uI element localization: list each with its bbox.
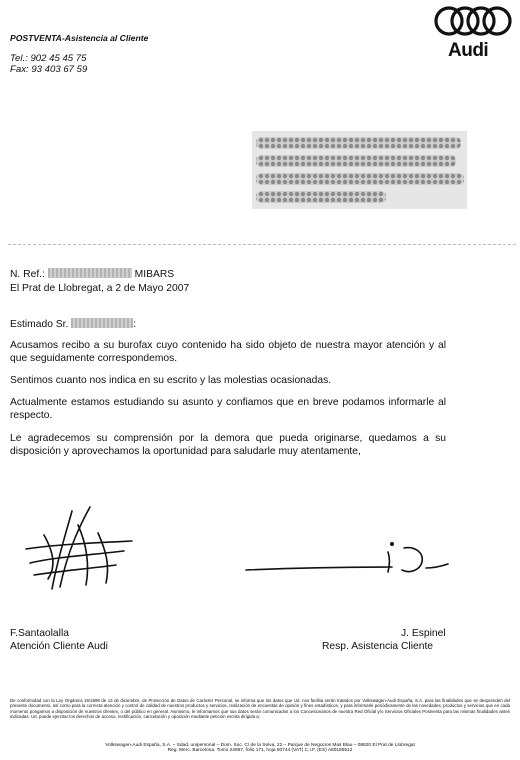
redacted-reference [48,268,132,278]
signer-right-name: J. Espinel [401,628,446,639]
company-info [10,743,510,754]
reference-code: MIBARS [134,269,175,280]
date-line: El Prat de Llobregat, a 2 de Mayo 2007 [10,283,190,294]
legal-notice: De conformidad con la Ley Orgánica 15/1999 de 13 de diciembre, de Protección de Datos de Carácter Personal, se informa que los datos que Ud. nos facilita serán tratados por Volkswagen-Audi España, S.A. para las finalidades que se desprenden del presente documento, así como para la correcta atención y control de calidad de nuestros productos y servicios, realización de encuestas de opinión y fines estadísticos, y para informarle periódicamente de las novedades, productos y servicios que en cada momento pongamos a disposición de nuestros clientes, o del público en general. Asimismo, le informamos que sus datos serán comunicados a los Concesionarios de nuestra Red Oficial y/o Servicios Oficiales Postventa para las mismas finalidades antes indicadas. Ud. puede ejercitar los derechos de acceso, rectificación, cancelación y oposición mediante petición escrita dirigida a: [10,698,510,720]
telephone-number: Tel.: 902 45 45 75 [10,53,87,64]
reference-line [10,268,174,281]
paragraph: Acusamos recibo a su burofax cuyo contenido ha sido objeto de nuestra mayor atención y al que seguidamente correspondemos. [10,340,446,364]
redacted-address-block [252,131,467,209]
signer-left-role: Atención Cliente Audi [10,641,108,652]
four-rings-icon [432,4,516,38]
paragraph: Le agradecemos su comprensión por la demora que pueda originarse, quedamos a su disposición y aprovechamos la oportunidad para saludarle muy atentamente, [10,433,446,457]
brand-name: Audi [448,40,489,61]
greeting-text: Estimado Sr. [10,319,69,330]
signature-left [20,505,138,595]
greeting [10,318,136,331]
signer-right-role: Resp. Asistencia Cliente [322,641,434,652]
company-line: Reg. Merc. Barcelona. Tomo 24687, folio 171, hoja 80744 (VAT) C.I.F. (ES) A80185512 [167,748,353,754]
signature-right [242,538,452,583]
paragraph: Actualmente estamos estudiando su asunto y confiamos que en breve podamos informarle al respecto. [10,397,446,421]
redacted-name [71,318,133,328]
department-name: POSTVENTA-Asistencia al Cliente [10,33,149,43]
fax-number: Fax: 93 403 67 59 [10,64,88,75]
signer-left-name: F.Santaolalla [10,628,69,639]
fold-mark [8,244,516,246]
greeting-colon: : [133,319,137,330]
company-line: Volkswagen-Audi España, S.A. – Sdad. unipersonal – Dom. Soc. C/ de la Selva, 22 – Parque de Negocios Mas Blau – 08820 El Prat de Llobregat [105,743,415,748]
reference-label: N. Ref.: [10,269,45,280]
paragraph: Sentimos cuanto nos indica en su escrito y las molestias ocasionadas. [10,375,332,386]
